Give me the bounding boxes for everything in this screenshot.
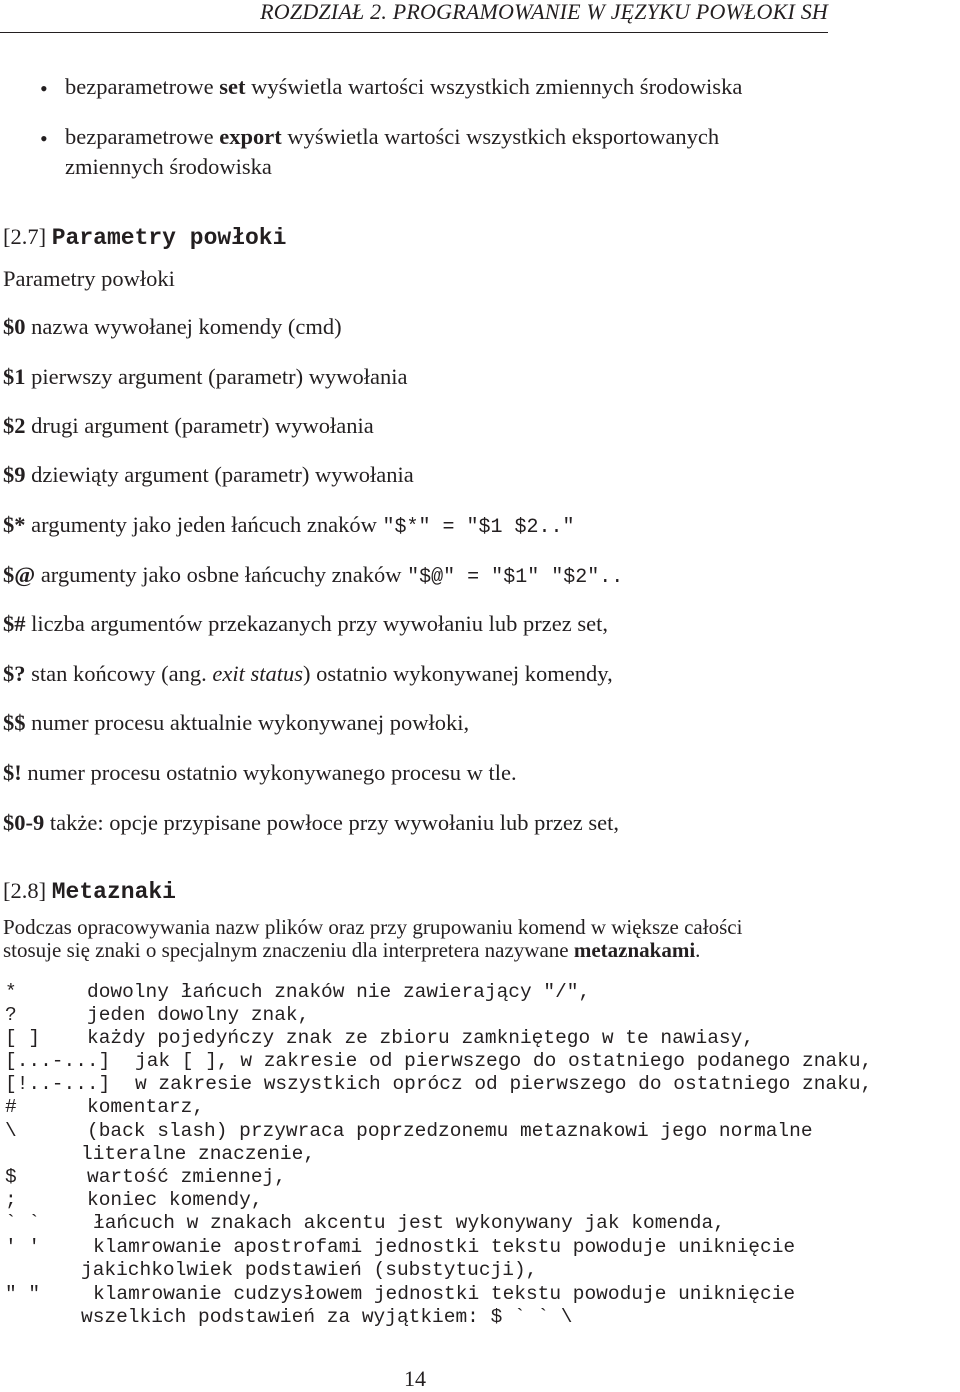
metachar-desc-cont: literalne znaczenie, [81,1143,316,1165]
metachar-desc: wartość zmiennej, [87,1166,286,1188]
cmd-export: export [219,124,282,149]
metachar-row [5,1073,960,1096]
section-title: Metaznaki [51,879,176,905]
metachar-row [5,1027,960,1050]
metachar-desc: komentarz, [87,1096,205,1118]
param-key: $$ [3,710,26,735]
metachar-row [5,1004,960,1027]
param-row: $$ numer procesu aktualnie wykonywanej powłoki, [3,710,470,735]
param-key: $! [3,760,22,785]
running-header-title: ROZDZIAŁ 2. PROGRAMOWANIE W JĘZYKU POWŁOKI SH [260,0,828,24]
bullet-item-set: bezparametrowe set wyświetla wartości wszystkich zmiennych środowiska [65,74,743,99]
metachar-symbol: \ [5,1120,17,1142]
section-number: [2.8] [3,878,47,903]
cmd-set: set [219,74,246,99]
metachar-row [5,1050,960,1073]
section-heading-2-8 [3,878,176,905]
metachar-desc: każdy pojedyńczy znak ze zbioru zamkniętego w te nawiasy, [87,1027,755,1049]
param-row: $@ argumenty jako osbne łańcuchy znaków "$@" = "$1" "$2".. [3,562,624,589]
metachar-symbol: ; [5,1189,17,1211]
param-key: $9 [3,462,26,487]
param-row: $! numer procesu ostatnio wykonywanego procesu w tle. [3,760,517,785]
param-row: $1 pierwszy argument (parametr) wywołania [3,364,408,389]
bullet-item-export-cont: zmiennych środowiska [65,154,272,179]
param-key: $2 [3,413,26,438]
metachar-symbol: # [5,1096,17,1118]
metachar-symbol: ` ` [5,1212,41,1234]
param-row: $# liczba argumentów przekazanych przy wywołaniu lub przez set, [3,611,608,636]
metachar-symbol: * [5,981,17,1003]
section-title: Parametry powłoki [51,225,287,251]
metachar-row [5,1236,960,1259]
section-intro: Parametry powłoki [3,266,175,291]
metachar-desc-cont: jakichkolwiek podstawień (substytucji), [81,1259,538,1281]
param-key: $? [3,661,26,686]
metachar-desc-cont: wszelkich podstawień za wyjątkiem: $ ` ` \ [81,1306,573,1328]
metachar-row [5,1166,960,1189]
metachar-row [5,981,960,1004]
metachar-row [5,1189,960,1212]
param-row: $2 drugi argument (parametr) wywołania [3,413,374,438]
bullet-item-export: bezparametrowe export wyświetla wartości wszystkich eksportowanych [65,124,720,149]
metachar-symbol: ' ' [5,1236,41,1258]
param-em: exit status [212,661,303,686]
bullet-dot: • [40,76,48,101]
metachar-desc: w zakresie wszystkich oprócz od pierwszego do ostatniego znaku, [135,1073,873,1095]
param-key: $@ [3,562,36,587]
term-metaznakami: metaznakami [573,938,696,962]
section-heading-2-7 [3,224,286,251]
metachar-row [5,1096,960,1119]
param-row: $0-9 także: opcje przypisane powłoce przy wywołaniu lub przez set, [3,810,620,835]
section-paragraph-line: stosuje się znaki o specjalnym znaczeniu dla interpretera nazywane metaznakami. [3,938,701,962]
metachar-row-cont [5,1306,960,1329]
section-paragraph-line: Podczas opracowywania nazw plików oraz przy grupowaniu komend w większe całości [3,915,743,939]
metachar-desc: jak [ ], w zakresie od pierwszego do ostatniego podanego znaku, [135,1050,873,1072]
metachar-row-cont [5,1259,960,1282]
metachar-desc: klamrowanie cudzysłowem jednostki tekstu powoduje uniknięcie [93,1283,796,1305]
metachar-row [5,1120,960,1143]
metachar-desc: jeden dowolny znak, [87,1004,310,1026]
metachar-row [5,1212,960,1235]
param-row: $* argumenty jako jeden łańcuch znaków "$*" = "$1 $2.." [3,512,575,539]
bullet-dot: • [40,126,48,151]
param-key: $0 [3,314,26,339]
metachar-symbol: $ [5,1166,17,1188]
param-code: "$@" = "$1" "$2".. [407,566,624,589]
metachar-desc: koniec komendy, [87,1189,263,1211]
metachar-symbol: " " [5,1283,41,1305]
metachar-symbol: [!..-...] [5,1073,111,1095]
metachar-symbol: ? [5,1004,17,1026]
param-row: $9 dziewiąty argument (parametr) wywołania [3,462,414,487]
param-code: "$*" = "$1 $2.." [382,516,575,539]
metachar-symbol: [...-...] [5,1050,111,1072]
metachar-desc: dowolny łańcuch znaków nie zawierający "/", [87,981,591,1003]
metachar-desc: klamrowanie apostrofami jednostki tekstu powoduje uniknięcie [93,1236,796,1258]
param-key: $* [3,512,26,537]
metachar-symbol: [ ] [5,1027,41,1049]
metachar-desc: łańcuch w znakach akcentu jest wykonywany jak komenda, [93,1212,725,1234]
param-row: $0 nazwa wywołanej komendy (cmd) [3,314,342,339]
metachar-desc: (back slash) przywraca poprzedzonemu metaznakowi jego normalne [87,1120,813,1142]
param-row: $? stan końcowy (ang. exit status) ostatnio wykonywanej komendy, [3,661,613,686]
param-key: $0-9 [3,810,45,835]
param-key: $# [3,611,26,636]
running-header [0,0,828,33]
page-number: 14 [404,1366,426,1391]
metachar-row-cont [5,1143,960,1166]
section-number: [2.7] [3,224,47,249]
metachar-row [5,1283,960,1306]
param-key: $1 [3,364,26,389]
